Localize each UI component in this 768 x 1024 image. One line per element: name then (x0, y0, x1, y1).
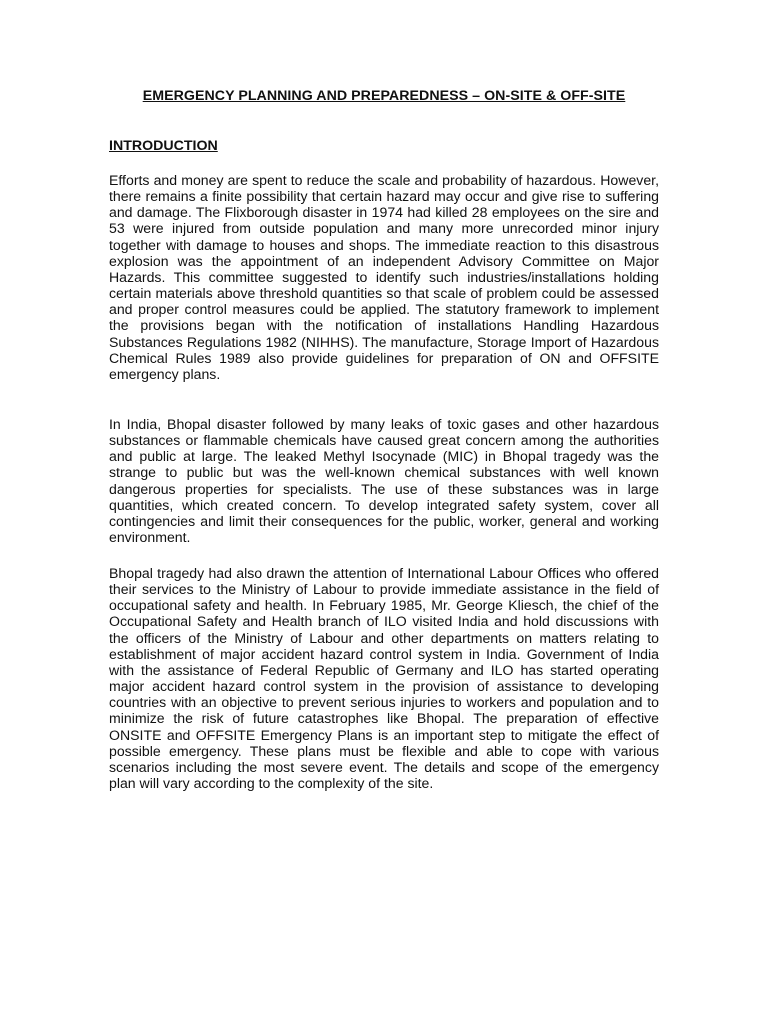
section-heading-introduction: INTRODUCTION (109, 138, 218, 154)
paragraph-3: Bhopal tragedy had also drawn the attention of International Labour Offices who offered their services to the Ministry of Labour to provide immediate assistance in the field of occupational safety and health. In February 1985, Mr. George Kliesch, the chief of the Occupational Safety and Health branch of ILO visited India and hold discussions with the officers of the Ministry of Labour and other departments on matters relating to establishment of major accident hazard control system in India. Government of India with the assistance of Federal Republic of Germany and ILO has started operating major accident hazard control system in the provision of assistance to developing countries with an objective to prevent serious injuries to workers and population and to minimize the risk of future catastrophes like Bhopal. The preparation of effective ONSITE and OFFSITE Emergency Plans is an important step to mitigate the effect of possible emergency. These plans must be flexible and able to cope with various scenarios including the most severe event. The details and scope of the emergency plan will vary according to the complexity of the site. (109, 565, 659, 792)
paragraph-1: Efforts and money are spent to reduce the scale and probability of hazardous. However, there remains a finite possibility that certain hazard may occur and give rise to suffering and damage. The Flixborough disaster in 1974 had killed 28 employees on the sire and 53 were injured from outside population and many more unrecorded minor injury together with damage to houses and shops. The immediate reaction to this disastrous explosion was the appointment of an independent Advisory Committee on Major Hazards. This committee suggested to identify such industries/installations holding certain materials above threshold quantities so that scale of problem could be assessed and proper control measures could be applied. The statutory framework to implement the provisions began with the notification of installations Handling Hazardous Substances Regulations 1982 (NIHHS). The manufacture, Storage Import of Hazardous Chemical Rules 1989 also provide guidelines for preparation of ON and OFFSITE emergency plans. (109, 172, 659, 382)
document-title: EMERGENCY PLANNING AND PREPAREDNESS – ON-SITE & OFF-SITE (142, 88, 626, 104)
paragraph-2: In India, Bhopal disaster followed by many leaks of toxic gases and other hazardous substances or flammable chemicals have caused great concern among the authorities and public at large. The leaked Methyl Isocynade (MIC) in Bhopal tragedy was the strange to public but was the well-known chemical substances with well known dangerous properties for specialists. The use of these substances was in large quantities, which created concern. To develop integrated safety system, cover all contingencies and limit their consequences for the public, worker, general and working environment. (109, 416, 659, 546)
